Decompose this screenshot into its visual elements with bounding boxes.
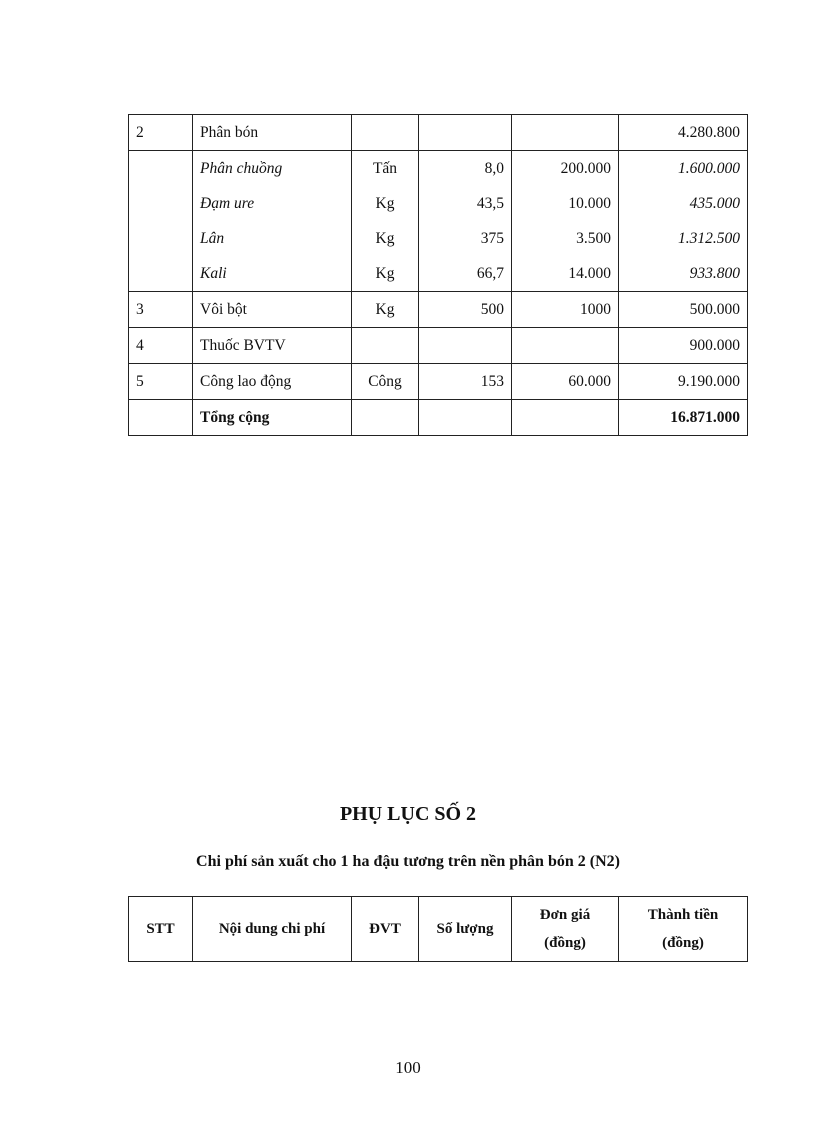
header-price	[512, 897, 619, 962]
total-label: Tổng cộng	[193, 400, 352, 436]
row-total: 1.312.500	[619, 221, 748, 256]
row-qty: 500	[419, 292, 512, 328]
row-total: 500.000	[619, 292, 748, 328]
row-total: 435.000	[619, 186, 748, 221]
row-price: 200.000	[512, 151, 619, 187]
row-price: 3.500	[512, 221, 619, 256]
row-total: 900.000	[619, 328, 748, 364]
row-qty: 66,7	[419, 256, 512, 292]
row-qty: 153	[419, 364, 512, 400]
header-stt: STT	[129, 897, 193, 962]
row-stt: 4	[129, 328, 193, 364]
header-qty: Số lượng	[419, 897, 512, 962]
row-qty: 43,5	[419, 186, 512, 221]
table-row	[129, 115, 748, 151]
row-name: Phân chuồng	[193, 151, 352, 187]
row-qty: 8,0	[419, 151, 512, 187]
header-total-line2: (đồng)	[662, 935, 704, 951]
row-total: 1.600.000	[619, 151, 748, 187]
row-unit: Công	[352, 364, 419, 400]
row-price: 10.000	[512, 186, 619, 221]
row-name: Đạm ure	[193, 186, 352, 221]
row-total: 933.800	[619, 256, 748, 292]
total-row	[129, 400, 748, 436]
row-price	[512, 115, 619, 151]
page-number: 100	[395, 1058, 421, 1077]
header-total	[619, 897, 748, 962]
row-name: Vôi bột	[193, 292, 352, 328]
header-price-line2: (đồng)	[544, 935, 586, 951]
row-qty: 375	[419, 221, 512, 256]
row-price: 14.000	[512, 256, 619, 292]
row-name: Kali	[193, 256, 352, 292]
row-stt: 5	[129, 364, 193, 400]
row-stt: 2	[129, 115, 193, 151]
row-price	[512, 328, 619, 364]
row-name: Phân bón	[193, 115, 352, 151]
row-unit: Tấn	[352, 151, 419, 187]
header-price-line1: Đơn giá	[539, 907, 591, 923]
row-price: 60.000	[512, 364, 619, 400]
row-unit: Kg	[352, 256, 419, 292]
row-name: Thuốc BVTV	[193, 328, 352, 364]
row-name: Công lao động	[193, 364, 352, 400]
table-row	[129, 292, 748, 328]
total-value: 16.871.000	[619, 400, 748, 436]
row-total: 9.190.000	[619, 364, 748, 400]
row-unit: Kg	[352, 221, 419, 256]
cost-table-header	[128, 896, 748, 962]
table-row	[129, 151, 748, 187]
total-stt	[129, 400, 193, 436]
header-content: Nội dung chi phí	[193, 897, 352, 962]
appendix-title: PHỤ LỤC SỐ 2	[339, 803, 477, 825]
total-price	[512, 400, 619, 436]
header-total-line1: Thành tiền	[647, 907, 719, 923]
row-qty	[419, 328, 512, 364]
total-unit	[352, 400, 419, 436]
cost-table-continued	[128, 114, 748, 436]
row-total: 4.280.800	[619, 115, 748, 151]
row-unit	[352, 328, 419, 364]
table-row	[129, 328, 748, 364]
table-row	[129, 221, 748, 256]
header-row	[129, 897, 748, 962]
table-row	[129, 186, 748, 221]
row-stt: 3	[129, 292, 193, 328]
header-unit: ĐVT	[352, 897, 419, 962]
row-unit: Kg	[352, 292, 419, 328]
row-stt-merged	[129, 151, 193, 292]
row-price: 1000	[512, 292, 619, 328]
appendix-subtitle: Chi phí sản xuất cho 1 ha đậu tương trên nền phân bón 2 (N2)	[196, 853, 620, 870]
table-row	[129, 256, 748, 292]
row-qty	[419, 115, 512, 151]
row-name: Lân	[193, 221, 352, 256]
table-row	[129, 364, 748, 400]
total-qty	[419, 400, 512, 436]
row-unit	[352, 115, 419, 151]
row-unit: Kg	[352, 186, 419, 221]
